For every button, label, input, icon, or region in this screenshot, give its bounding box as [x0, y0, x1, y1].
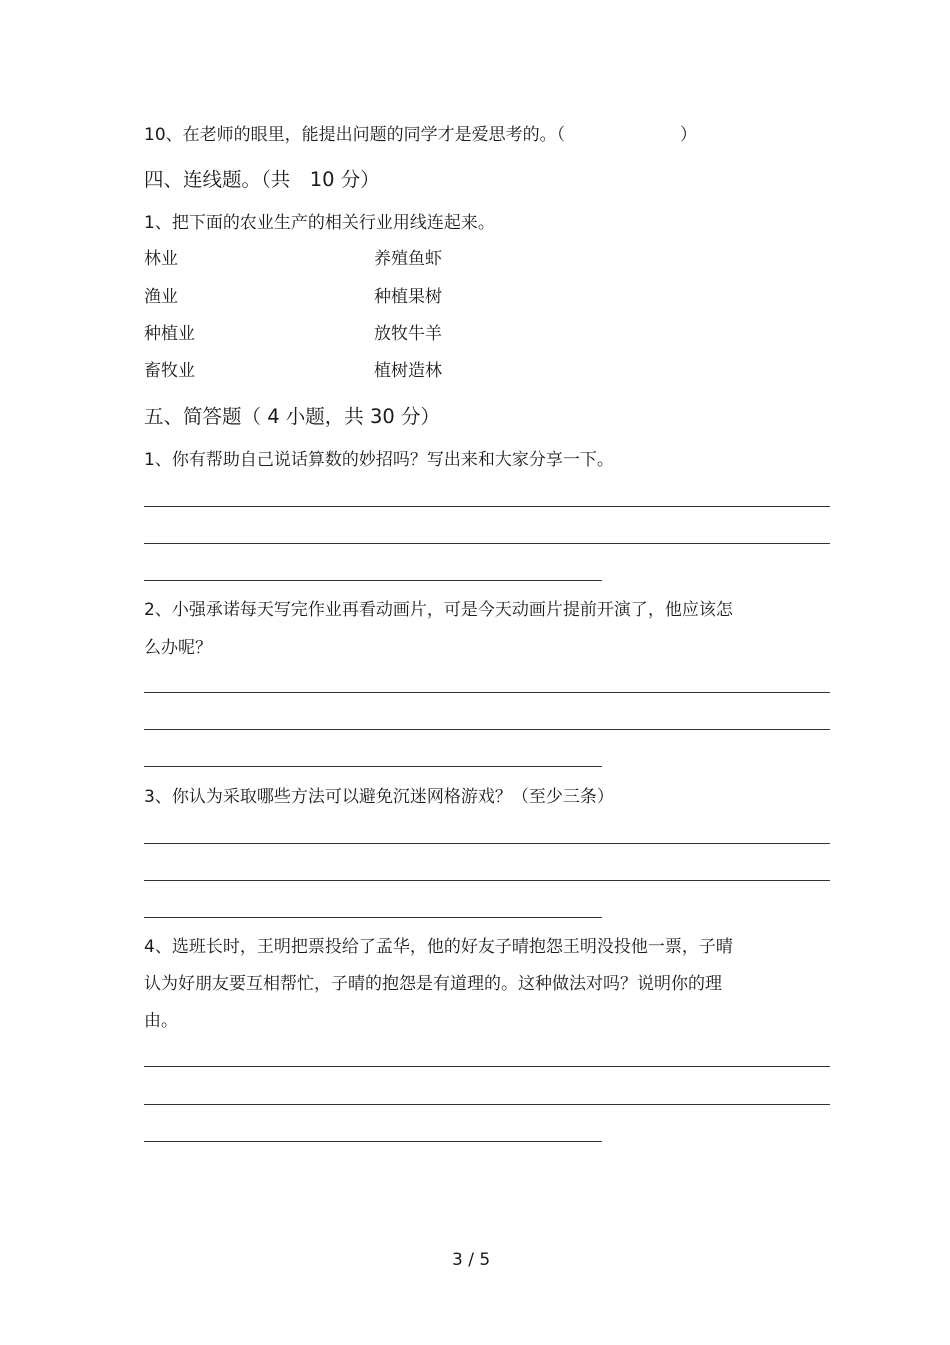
section-5-question-4-line-3: 由。 — [144, 1011, 178, 1031]
answer-line[interactable] — [144, 766, 602, 767]
matching-left-item: 渔业 — [144, 287, 178, 307]
answer-line[interactable] — [144, 729, 830, 730]
section-5-question-2-line-2: 么办呢？ — [144, 638, 212, 658]
answer-line[interactable] — [144, 843, 830, 844]
answer-line[interactable] — [144, 1066, 830, 1067]
matching-left-item: 畜牧业 — [144, 361, 195, 381]
matching-right-item: 种植果树 — [374, 287, 442, 307]
matching-right-item: 放牧牛羊 — [374, 324, 442, 344]
answer-line[interactable] — [144, 880, 830, 881]
answer-line[interactable] — [144, 917, 602, 918]
section-5-question-2-line-1: 2、小强承诺每天写完作业再看动画片，可是今天动画片提前开演了，他应该怎 — [144, 600, 733, 620]
answer-line[interactable] — [144, 543, 830, 544]
answer-line[interactable] — [144, 1141, 602, 1142]
question-10-answer-bracket: ） — [680, 125, 697, 145]
question-10-text: 10、在老师的眼里，能提出问题的同学才是爱思考的。（ — [144, 125, 566, 145]
answer-line[interactable] — [144, 1104, 830, 1105]
answer-line[interactable] — [144, 506, 830, 507]
answer-line[interactable] — [144, 692, 830, 693]
section-4-question-1: 1、把下面的农业生产的相关行业用线连起来。 — [144, 213, 495, 233]
section-5-question-4-line-1: 4、选班长时，王明把票投给了孟华，他的好友子晴抱怨王明没投他一票，子晴 — [144, 937, 733, 957]
matching-right-item: 养殖鱼虾 — [374, 249, 442, 269]
section-4-heading: 四、连线题。（共 10 分） — [144, 168, 380, 191]
section-5-question-4-line-2: 认为好朋友要互相帮忙，子晴的抱怨是有道理的。这种做法对吗？说明你的理 — [144, 974, 722, 994]
matching-left-item: 林业 — [144, 249, 178, 269]
section-5-question-3: 3、你认为采取哪些方法可以避免沉迷网格游戏？（至少三条） — [144, 787, 614, 807]
section-5-question-1: 1、你有帮助自己说话算数的妙招吗？写出来和大家分享一下。 — [144, 450, 614, 470]
matching-left-item: 种植业 — [144, 324, 195, 344]
answer-line[interactable] — [144, 580, 602, 581]
page-number: 3 / 5 — [452, 1250, 491, 1270]
matching-right-item: 植树造林 — [374, 361, 442, 381]
section-5-heading: 五、简答题（ 4 小题，共 30 分） — [144, 405, 441, 428]
